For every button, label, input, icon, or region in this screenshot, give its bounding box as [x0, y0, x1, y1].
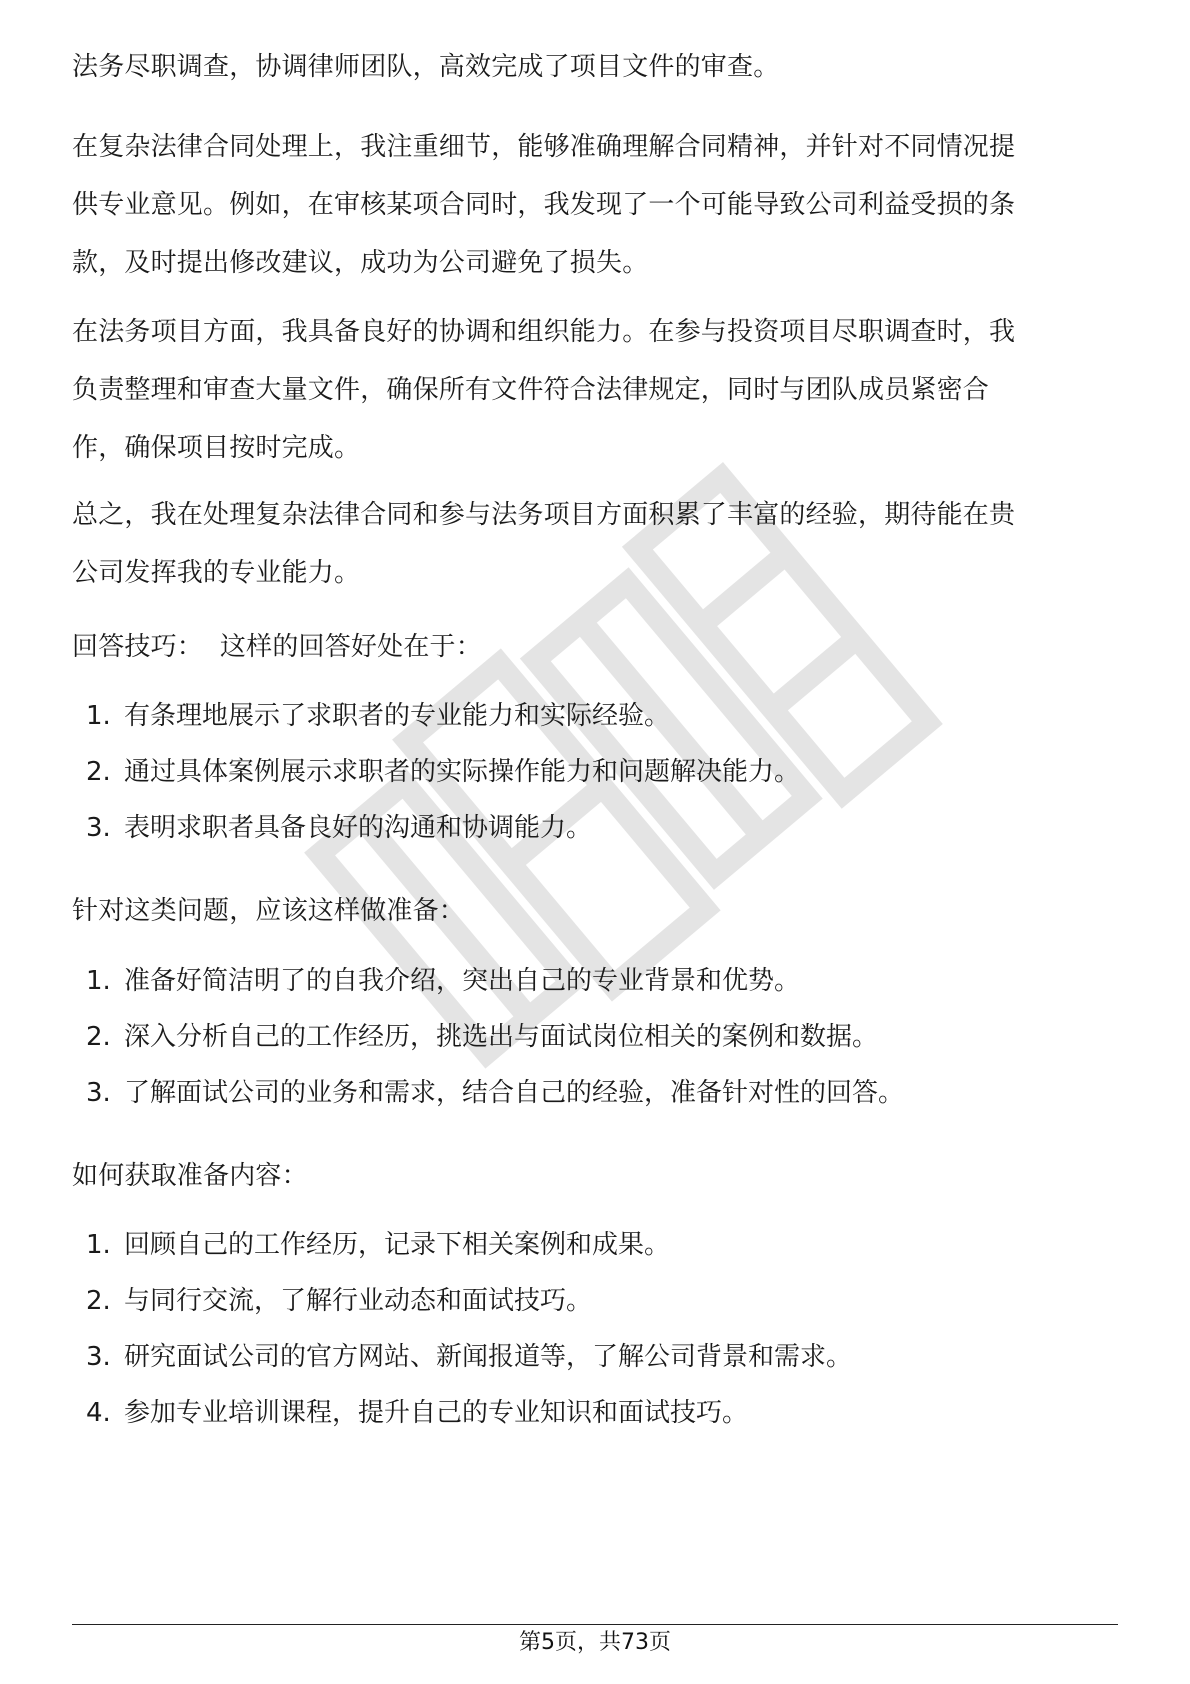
list-number: 2. — [86, 1022, 111, 1052]
list-item — [86, 961, 800, 1001]
list-number: 3. — [86, 813, 111, 843]
list-number: 2. — [86, 1286, 111, 1316]
list-text: 与同行交流，了解行业动态和面试技巧。 — [124, 1286, 593, 1316]
list-text: 深入分析自己的工作经历，挑选出与面试岗位相关的案例和数据。 — [124, 1022, 879, 1052]
list-item — [86, 808, 592, 848]
list-text: 有条理地展示了求职者的专业能力和实际经验。 — [124, 701, 671, 731]
page-number: 第5页，共73页 — [519, 1630, 671, 1655]
prepare-heading: 针对这类问题，应该这样做准备： — [72, 896, 466, 926]
paragraph-3: 在法务项目方面，我具备良好的协调和组织能力。在参与投资项目尽职调查时，我 负责整理和审查大量文件，确保所有文件符合法律规定，同时与团队成员紧密合 作，确保项目按时完成。 — [72, 317, 1016, 463]
list-item — [86, 1225, 670, 1265]
list-text: 准备好简洁明了的自我介绍，突出自己的专业背景和优势。 — [124, 966, 801, 996]
list-item — [86, 1017, 878, 1057]
list-number: 1. — [86, 1230, 111, 1260]
footer-divider — [72, 1624, 1118, 1625]
tips-heading: 回答技巧： 这样的回答好处在于： — [72, 632, 482, 662]
list-text: 了解面试公司的业务和需求，结合自己的经验，准备针对性的回答。 — [124, 1078, 905, 1108]
paragraph-2: 在复杂法律合同处理上，我注重细节，能够准确理解合同精神，并针对不同情况提 供专业意见。例如，在审核某项合同时，我发现了一个可能导致公司利益受损的条 款，及时提出修改建议，成功为公司避免了损失。 — [72, 132, 1016, 278]
list-text: 回顾自己的工作经历，记录下相关案例和成果。 — [124, 1230, 671, 1260]
list-item — [86, 1337, 852, 1377]
obtain-heading: 如何获取准备内容： — [72, 1161, 308, 1191]
list-number: 1. — [86, 966, 111, 996]
list-item — [86, 1393, 748, 1433]
list-item — [86, 696, 670, 736]
list-number: 4. — [86, 1398, 111, 1428]
list-number: 1. — [86, 701, 111, 731]
list-text: 参加专业培训课程，提升自己的专业知识和面试技巧。 — [124, 1398, 749, 1428]
paragraph-4: 总之，我在处理复杂法律合同和参与法务项目方面积累了丰富的经验，期待能在贵 公司发挥我的专业能力。 — [72, 500, 1016, 588]
list-item — [86, 1281, 592, 1321]
paragraph-1: 法务尽职调查，协调律师团队，高效完成了项目文件的审查。 — [72, 52, 780, 82]
list-text: 研究面试公司的官方网站、新闻报道等，了解公司背景和需求。 — [124, 1342, 853, 1372]
list-number: 3. — [86, 1078, 111, 1108]
list-text: 表明求职者具备良好的沟通和协调能力。 — [124, 813, 593, 843]
list-number: 3. — [86, 1342, 111, 1372]
list-item — [86, 1073, 904, 1113]
list-number: 2. — [86, 757, 111, 787]
list-item — [86, 752, 800, 792]
list-text: 通过具体案例展示求职者的实际操作能力和问题解决能力。 — [124, 757, 801, 787]
